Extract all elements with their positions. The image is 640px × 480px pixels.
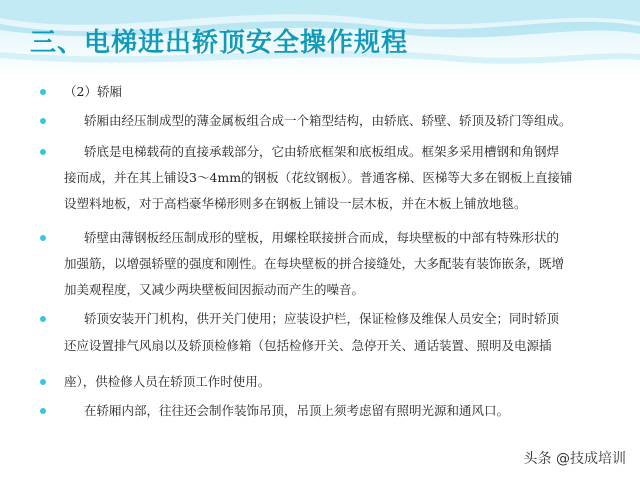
bullet-dot	[40, 408, 46, 414]
paragraph-line: 轿厢由经压制成型的薄金属板组合成一个箱型结构，由轿底、轿壁、轿顶及轿门等组成。	[84, 113, 572, 128]
source-watermark: 头条 @技成培训	[523, 451, 626, 467]
paragraph-line: 座），供检修人员在轿顶工作时使用。	[64, 374, 271, 389]
paragraph-line: 还应设置排气风扇以及轿顶检修箱（包括检修开关、急停开关、通话装置、照明及电源插	[64, 338, 552, 353]
bullet-dot	[40, 149, 46, 155]
bullet-dot	[40, 89, 46, 95]
paragraph-line: 接而成，并在其上铺设3～4mm的钢板（花纹钢板）。普通客梯、医梯等大多在钢板上直接铺	[64, 170, 573, 185]
bullet-dot	[40, 316, 46, 322]
paragraph-line: 轿顶安装开门机构，供开关门使用；应装设护栏，保证检修及维保人员安全；同时轿顶	[84, 311, 560, 326]
bullet-dot	[40, 118, 46, 124]
slide-title: 三、电梯进出轿顶安全操作规程	[30, 28, 409, 58]
paragraph-line: （2）轿厢	[64, 84, 122, 99]
paragraph-line: 在轿厢内部，往往还会制作装饰吊顶，吊顶上须考虑留有照明光源和通风口。	[84, 403, 510, 418]
bullet-dot	[40, 379, 46, 385]
paragraph-line: 加美观程度，又减少两块壁板间因振动而产生的噪音。	[64, 282, 365, 297]
paragraph-line: 加强筋，以增强轿壁的强度和刚性。在每块壁板的拼合接缝处，大多配装有装饰嵌条，既增	[64, 256, 565, 271]
paragraph-line: 轿壁由薄钢板经压制成形的壁板，用螺栓联接拼合而成，每块壁板的中部有特殊形状的	[84, 230, 560, 245]
paragraph-line: 设塑料地板，对于高档豪华梯形则多在钢板上铺设一层木板，并在木板上铺放地毯。	[64, 196, 527, 211]
bullet-dot	[40, 235, 46, 241]
paragraph-line: 轿底是电梯载荷的直接承载部分，它由轿底框架和底板组成。框架多采用槽钢和角钢焊	[84, 144, 560, 159]
